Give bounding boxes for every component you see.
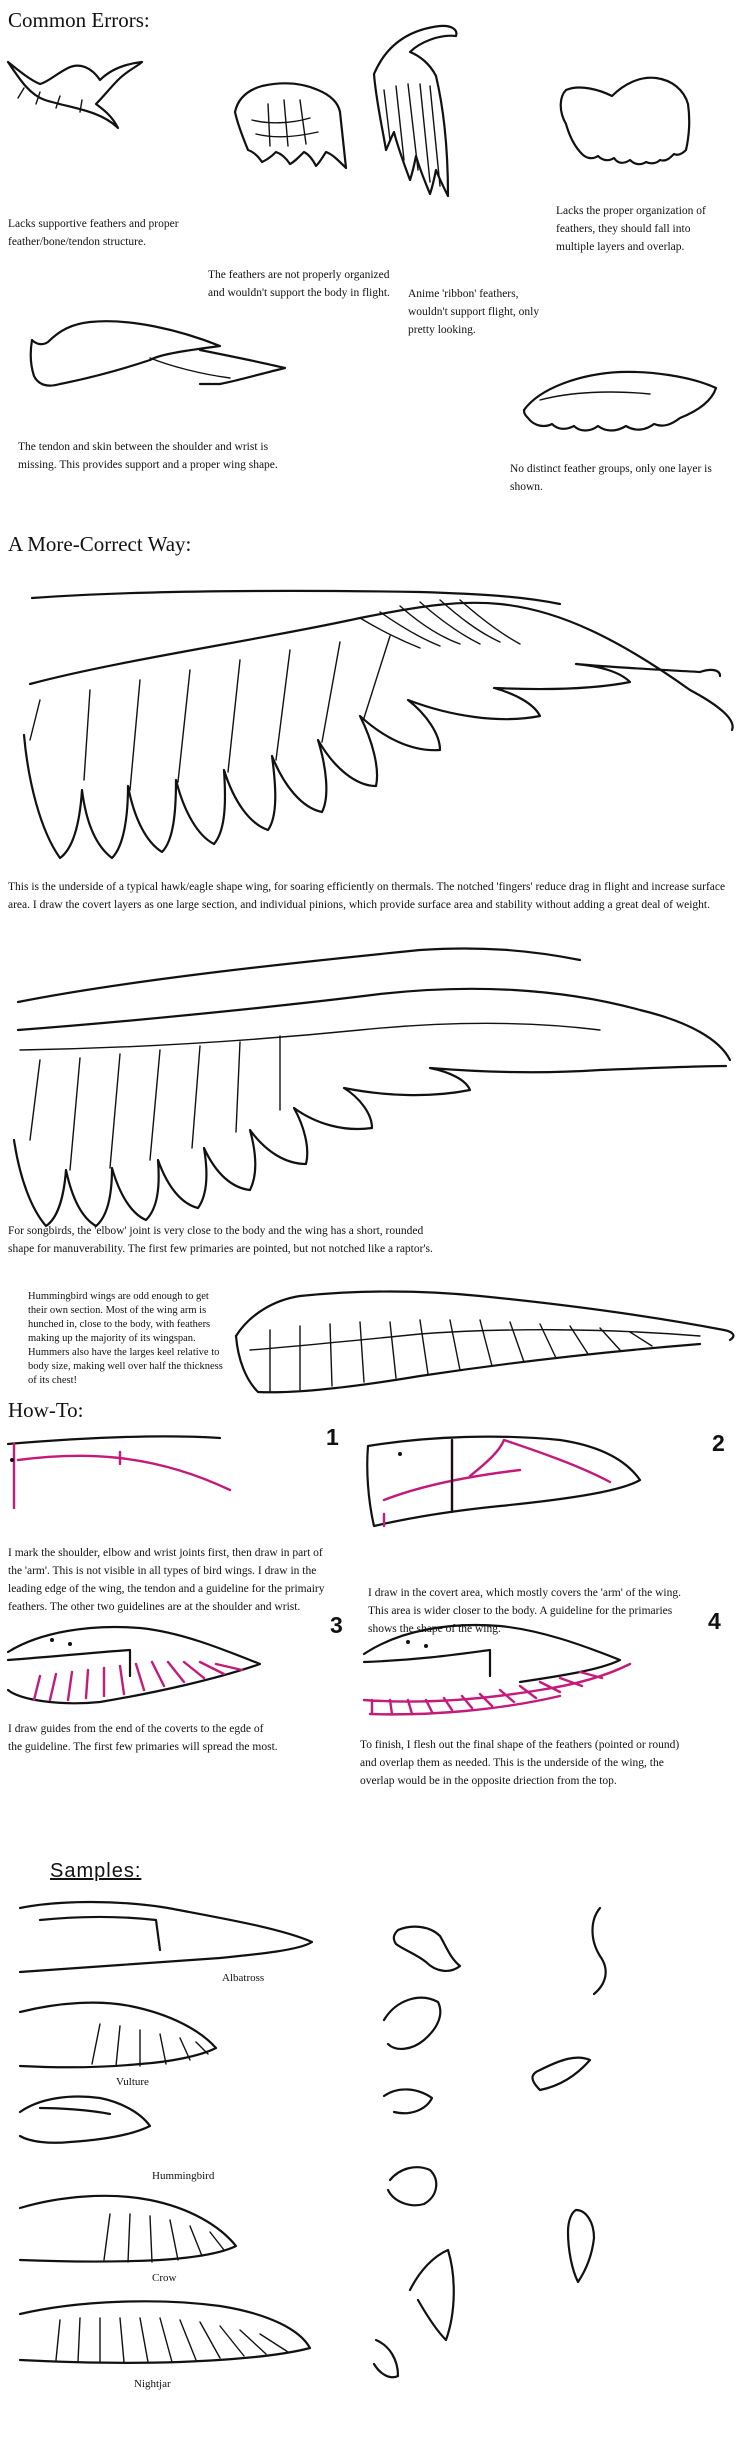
error-caption-5: The tendon and skin between the shoulder and wrist is missing. This provides support and a proper wing shape. [18,441,278,471]
error-caption-3: Anime 'ribbon' feathers, wouldn't support flight, only pretty looking. [408,288,540,336]
sample-label-albatross: Albatross [222,1972,265,1984]
sample-label-nightjar: Nightjar [134,2378,171,2390]
error-caption-2: The feathers are not properly organized and wouldn't support the body in flight. [208,269,390,299]
error-caption-6: No distinct feather groups, only one layer is shown. [510,463,712,493]
heading-samples: Samples: [50,1860,142,1882]
hawk-caption: This is the underside of a typical hawk/eagle shape wing, for soaring efficiently on thermals. The notched 'fingers' reduce drag in flight and increase surface area. I draw the covert layers as one large section, and individual pinions, which provide surface area and stability without adding a great deal of weight. [8,881,726,911]
hummingbird-caption: Hummingbird wings are odd enough to get their own section. Most of the wing arm is hunched in, close to the body, with feathers making up the majority of its wingspan. Hummers also have the larges keel relative to body size, making well over half the thickness of its chest! [28,1291,223,1386]
howto-step4-number: 4 [708,1608,721,1634]
heading-how-to: How-To: [8,1398,84,1422]
howto-step2-number: 2 [712,1430,725,1456]
howto-step3-text: I draw guides from the end of the coverts to the egde of the guideline. The first few primaries will spread the most. [8,1723,278,1753]
heading-common-errors: Common Errors: [8,8,150,32]
error-caption-1: Lacks supportive feathers and proper feather/bone/tendon structure. [8,218,179,248]
howto-step3-number: 3 [330,1612,343,1638]
error-caption-4: Lacks the proper organization of feathers, they should fall into multiple layers and overlap. [556,205,706,253]
howto-step1-number: 1 [326,1424,339,1450]
howto-step4-text: To finish, I flesh out the final shape of the feathers (pointed or round) and overlap them as needed. This is the underside of the wing, the overlap would be in the opposite driection from the top. [360,1739,680,1787]
heading-more-correct: A More-Correct Way: [8,532,192,556]
howto-step2-text: I draw in the covert area, which mostly covers the 'arm' of the wing. This area is wider closer to the body. A guideline for the primaries shows the shape of the wing. [368,1587,681,1635]
songbird-caption: For songbirds, the 'elbow' joint is very close to the body and the wing has a short, rounded shape for manuverability. The first few primaries are pointed, but not notched like a raptor's. [8,1225,433,1255]
sample-label-vulture: Vulture [116,2076,149,2088]
sample-label-hummingbird: Hummingbird [152,2170,215,2182]
howto-step1-text: I mark the shoulder, elbow and wrist joints first, then draw in part of the 'arm'. This is not visible in all types of bird wings. I draw in the leading edge of the wing, the tendon and a guideline for the primairy feathers. The other two guidelines are at the shoulder and wrist. [8,1547,325,1613]
sample-label-crow: Crow [152,2272,177,2284]
